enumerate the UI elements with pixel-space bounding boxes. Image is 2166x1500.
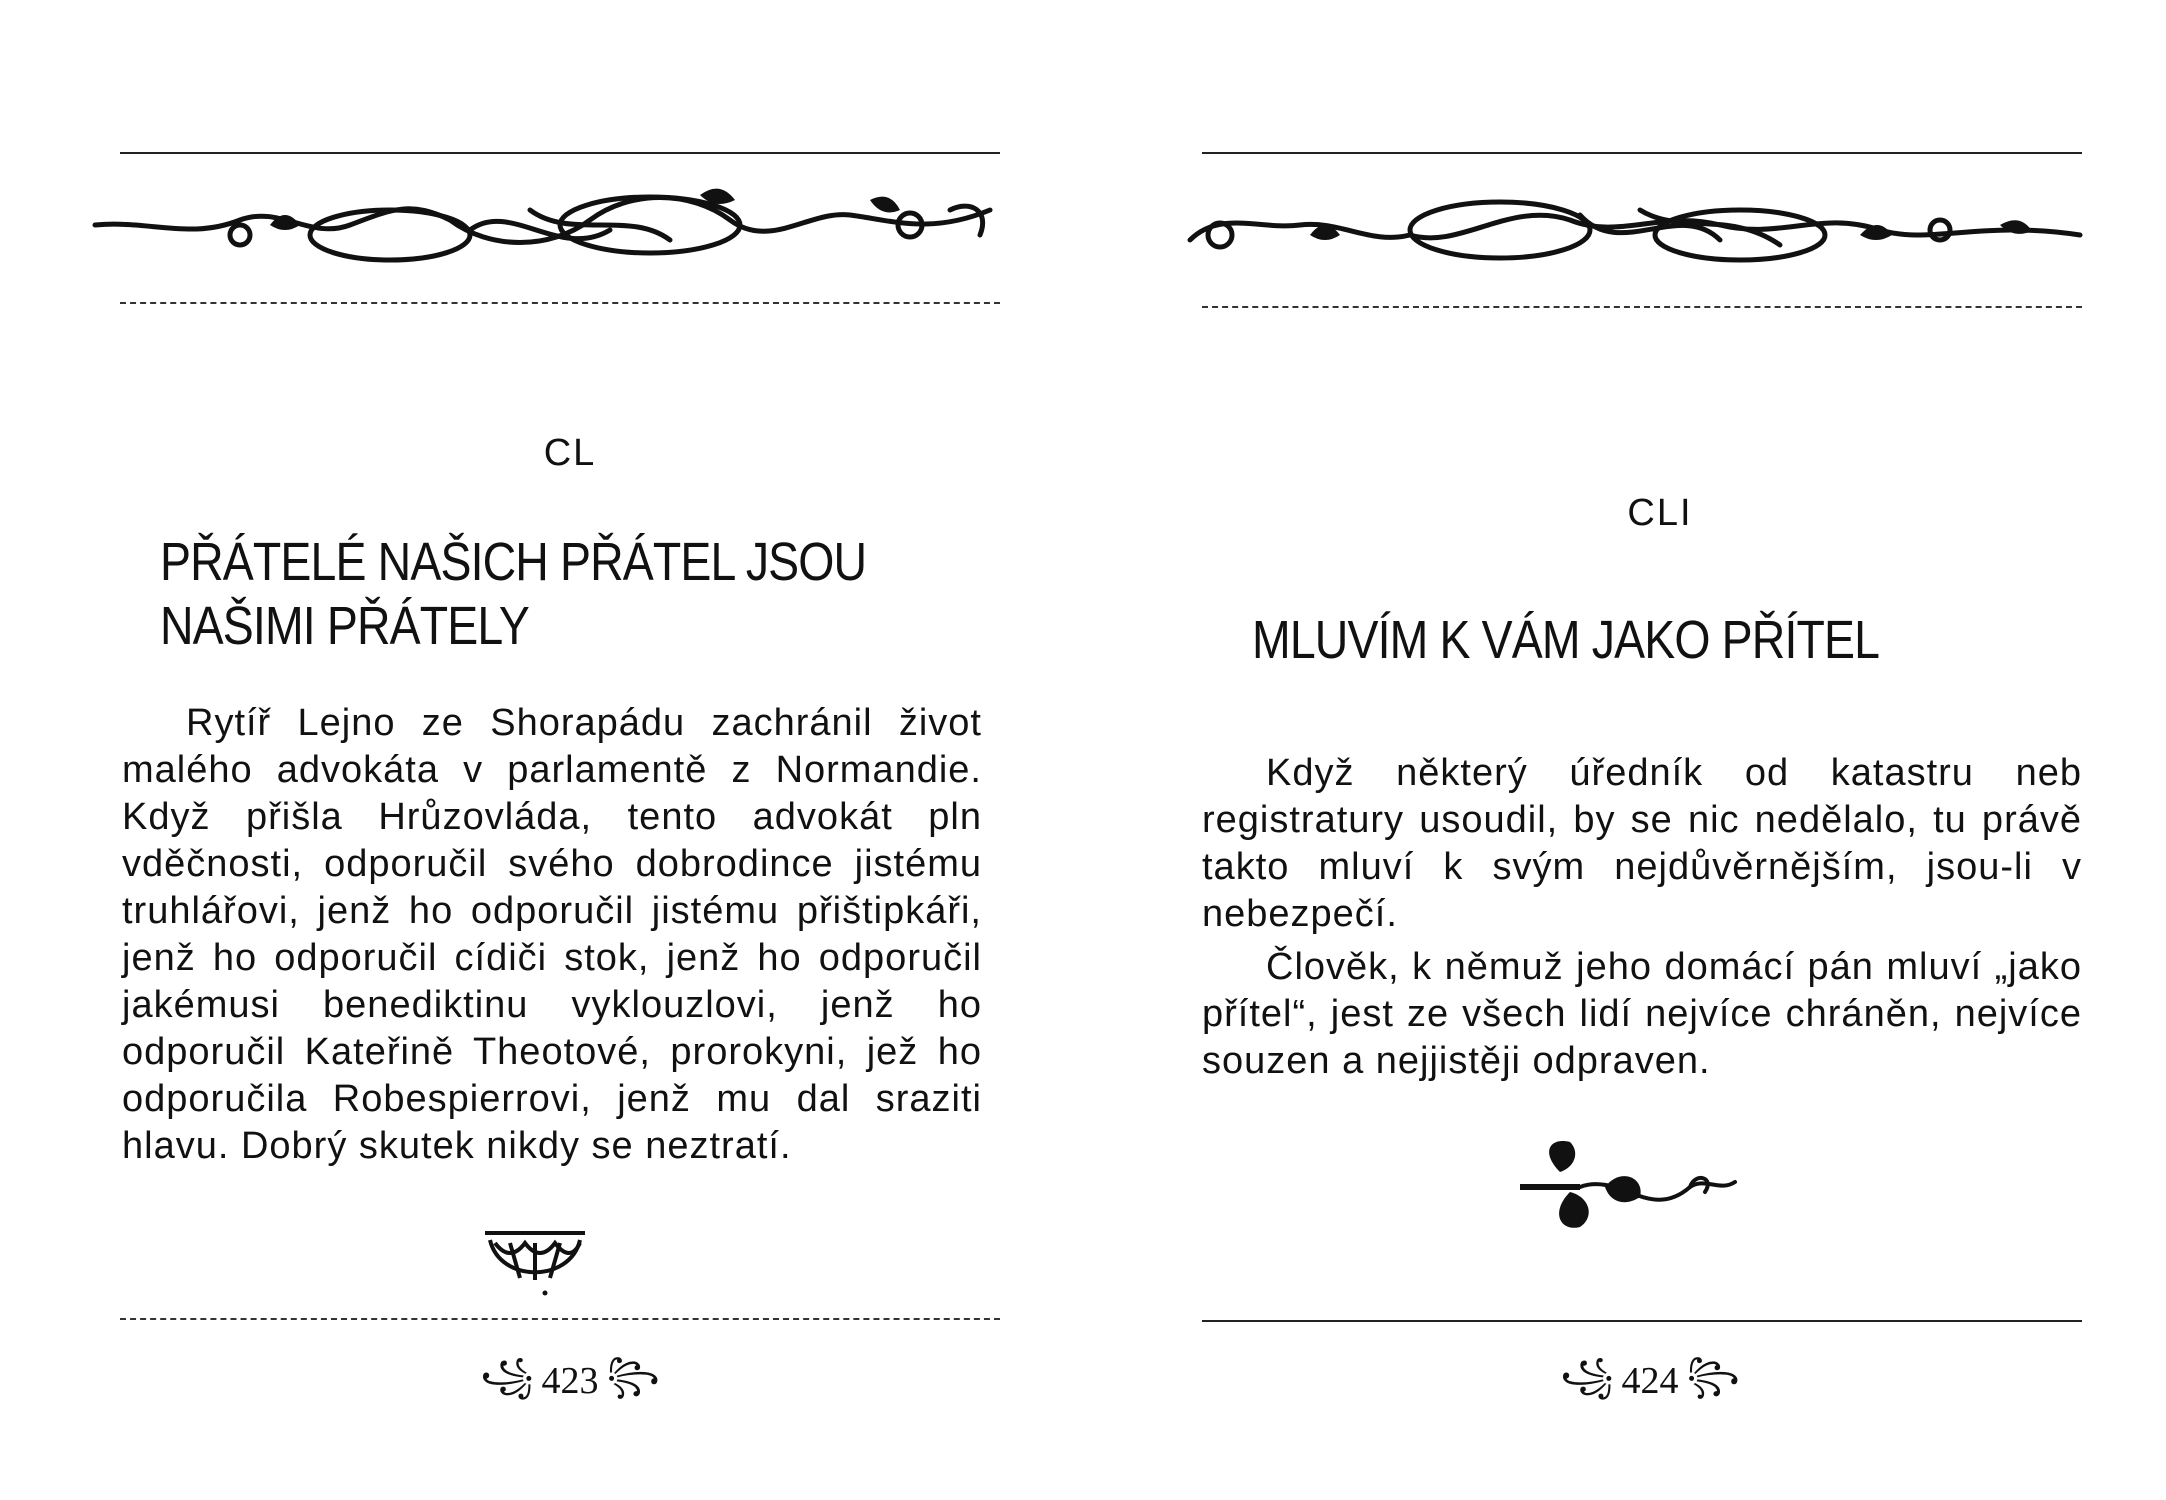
- header-bottom-rule: [1202, 306, 2082, 308]
- chapter-title-line: MLUVÍM K VÁM JAKO PŘÍTEL: [1252, 610, 1880, 670]
- chapter-title: [160, 530, 866, 658]
- left-page: [80, 0, 1000, 1500]
- chapter-body: [122, 700, 982, 1170]
- page-number: [80, 1350, 1000, 1419]
- header-vine-ornament: [1180, 180, 2100, 280]
- fan-tailpiece-ornament: [480, 1228, 590, 1298]
- page-number: [1180, 1350, 2100, 1419]
- right-flourish-icon: ꧂: [1686, 1358, 1740, 1395]
- leaf-tailpiece-ornament: [1520, 1132, 1740, 1242]
- footer-rule: [120, 1318, 1000, 1320]
- paragraph: Člověk, k němuž jeho domácí pán mluví „jako přítel“, jest ze všech lidí nejvíce chráněn, nejvíce souzen a nejjistěji odpraven.: [1202, 946, 2082, 1082]
- chapter-title-line: PŘÁTELÉ NAŠICH PŘÁTEL JSOU: [160, 532, 867, 592]
- page-number-value: 424: [1621, 1360, 1679, 1403]
- header-top-rule: [1202, 152, 2082, 154]
- chapter-number: CL: [543, 432, 597, 474]
- paragraph: Rytíř Lejno ze Shorapádu zachránil život malého advokáta v parlamentě z Normandie. Když přišla Hrůzovláda, tento advokát pln vděčnosti, odporučil svého dobrodince jistému truhlářovi, jenž ho odporučil jistému přištipkáři, jenž ho odporučil cídiči stok, jenž ho odporučil jakémusi benediktinu vyklouzlovi, jenž ho odporučil Kateřině Theotové, prorokyni, jež ho odporučila Robespierrovi, jenž mu dal sraziti hlavu. Dobrý skutek nikdy se neztratí.: [122, 702, 982, 1167]
- left-flourish-icon: ꧁: [1560, 1358, 1614, 1395]
- page-number-value: 423: [541, 1360, 599, 1403]
- right-page: [1180, 0, 2100, 1500]
- left-flourish-icon: ꧁: [480, 1358, 534, 1395]
- chapter-number: CLI: [1627, 492, 1693, 534]
- chapter-title-line: NAŠIMI PŘÁTELY: [160, 596, 530, 656]
- header-vine-ornament: [90, 180, 1010, 280]
- footer-rule: [1202, 1320, 2082, 1322]
- chapter-title: [1252, 608, 1879, 672]
- chapter-body: [1202, 750, 2082, 1085]
- paragraph: Když některý úředník od katastru neb registratury usoudil, by se nic nedělalo, tu právě takto mluví k svým nejdůvěrnějším, jsou-li v nebezpečí.: [1202, 752, 2082, 935]
- header-bottom-rule: [120, 302, 1000, 304]
- right-flourish-icon: ꧂: [606, 1358, 660, 1395]
- header-top-rule: [120, 152, 1000, 154]
